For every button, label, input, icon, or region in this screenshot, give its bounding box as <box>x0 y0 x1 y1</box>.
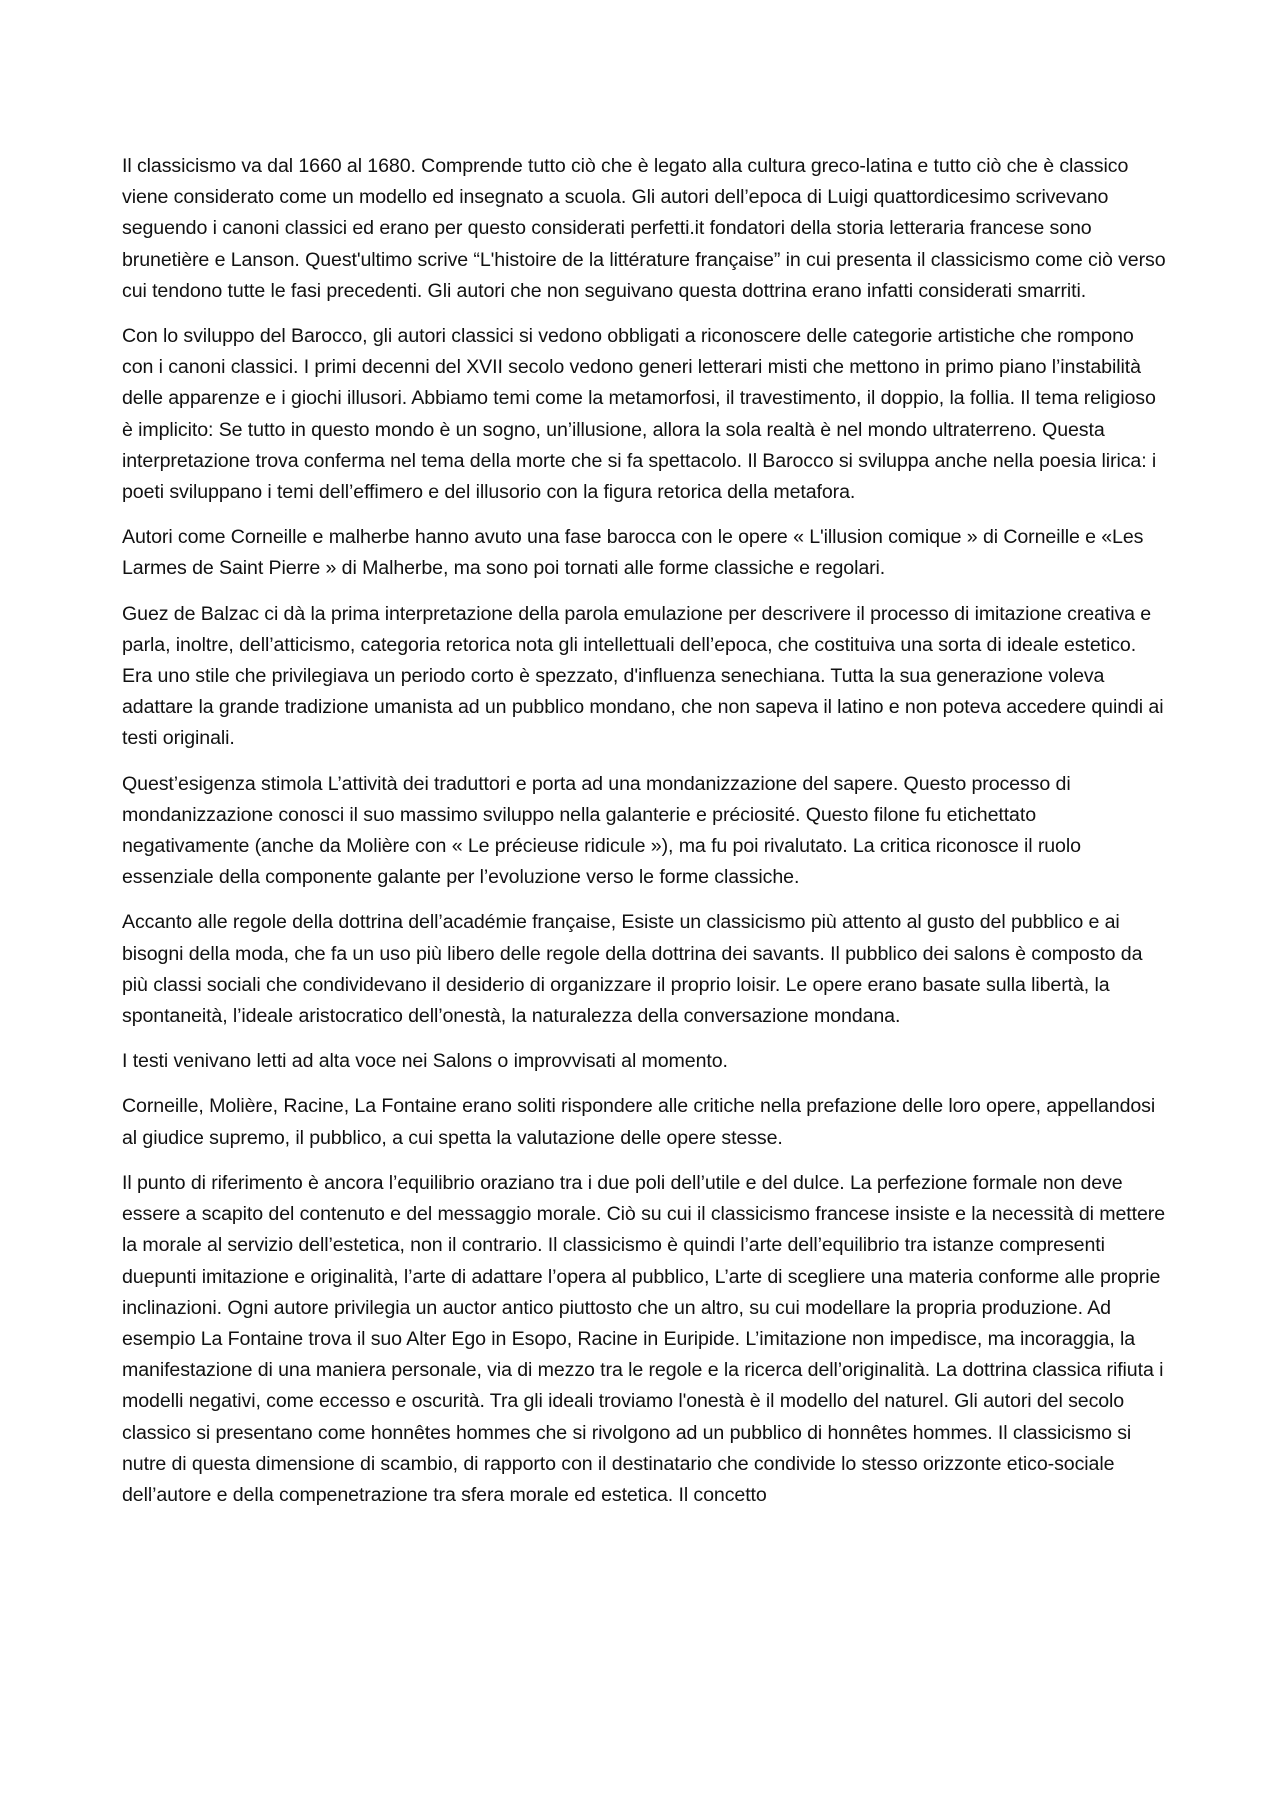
document-page <box>122 151 1167 1525</box>
paragraph-academie-francaise: Accanto alle regole della dottrina dell’académie française, Esiste un classicismo più attento al gusto del pubblico e ai bisogni della moda, che fa un uso più libero delle regole della dottrina dei savants. Il pubblico dei salons è composto da più classi sociali che condividevano il desiderio di organizzare il proprio loisir. Le opere erano basate sulla libertà, la spontaneità, l’ideale aristocratico dell’onestà, la naturalezza della conversazione mondana. <box>122 911 1143 1028</box>
paragraph-salons: I testi venivano letti ad alta voce nei Salons o improvvisati al momento. <box>122 1050 728 1073</box>
paragraph-barocco: Con lo sviluppo del Barocco, gli autori classici si vedono obbligati a riconoscere delle categorie artistiche che rompono con i canoni classici. I primi decenni del XVII secolo vedono generi letterari misti che mettono in primo piano l’instabilità delle apparenze e i giochi illusori. Abbiamo temi come la metamorfosi, il travestimento, il doppio, la follia. Il tema religioso è implicito: Se tutto in questo mondo è un sogno, un’illusione, allora la sola realtà è nel mondo ultraterreno. Questa interpretazione trova conferma nel tema della morte che si fa spettacolo. Il Barocco si sviluppa anche nella poesia lirica: i poeti sviluppano i temi dell’effimero e del illusorio con la figura retorica della metafora. <box>122 325 1157 504</box>
paragraph-classicismo-intro: Il classicismo va dal 1660 al 1680. Comprende tutto ciò che è legato alla cultura greco-latina e tutto ciò che è classico viene considerato come un modello ed insegnato a scuola. Gli autori dell’epoca di Luigi quattordicesimo scrivevano seguendo i canoni classici ed erano per questo considerati perfetti.it fondatori della storia letteraria francese sono brunetière e Lanson. Quest'ultimo scrive “L'histoire de la littérature française” in cui presenta il classicismo come ciò verso cui tendono tutte le fasi precedenti. Gli autori che non seguivano questa dottrina erano infatti considerati smarriti. <box>122 155 1166 302</box>
paragraph-mondanizzazione: Quest’esigenza stimola L’attività dei traduttori e porta ad una mondanizzazione del sapere. Questo processo di mondanizzazione conosci il suo massimo sviluppo nella galanterie e préciosité. Questo filone fu etichettato negativamente (anche da Molière con « Le précieuse ridicule »), ma fu poi rivalutato. La critica riconosce il ruolo essenziale della componente galante per l’evoluzione verso le forme classiche. <box>122 772 1081 889</box>
paragraph-corneille-malherbe: Autori come Corneille e malherbe hanno avuto una fase barocca con le opere « L'illusion comique » di Corneille e «Les Larmes de Saint Pierre » di Malherbe, ma sono poi tornati alle forme classiche e regolari. <box>122 526 1144 580</box>
paragraph-prefazioni: Corneille, Molière, Racine, La Fontaine erano soliti rispondere alle critiche nella prefazione delle loro opere, appellandosi al giudice supremo, il pubblico, a cui spetta la valutazione delle opere stesse. <box>122 1095 1156 1149</box>
paragraph-equilibrio-oraziano: Il punto di riferimento è ancora l’equilibrio oraziano tra i due poli dell’utile e del dulce. La perfezione formale non deve essere a scapito del contenuto e del messaggio morale. Ciò su cui il classicismo francese insiste e la necessità di mettere la morale al servizio dell’estetica, non il contrario. Il classicismo è quindi l’arte dell’equilibrio tra istanze compresenti duepunti imitazione e originalità, l’arte di adattare l’opera al pubblico, L’arte di scegliere una materia conforme alle proprie inclinazioni. Ogni autore privilegia un auctor antico piuttosto che un altro, su cui modellare la propria produzione. Ad esempio La Fontaine trova il suo Alter Ego in Esopo, Racine in Euripide. L’imitazione non impedisce, ma incoraggia, la manifestazione di una maniera personale, via di mezzo tra le regole e la ricerca dell’originalità. La dottrina classica rifiuta i modelli negativi, come eccesso e oscurità. Tra gli ideali troviamo l'onestà è il modello del naturel. Gli autori del secolo classico si presentano come honnêtes hommes che si rivolgono ad un pubblico di honnêtes hommes. Il classicismo si nutre di questa dimensione di scambio, di rapporto con il destinatario che condivide lo stesso orizzonte etico-sociale dell’autore e della compenetrazione tra sfera morale ed estetica. Il concetto <box>122 1171 1166 1506</box>
paragraph-guez-de-balzac: Guez de Balzac ci dà la prima interpretazione della parola emulazione per descrivere il processo di imitazione creativa e parla, inoltre, dell’atticismo, categoria retorica nota gli intellettuali dell’epoca, che costituiva una sorta di ideale estetico. Era uno stile che privilegiava un periodo corto è spezzato, d'influenza senechiana. Tutta la sua generazione voleva adattare la grande tradizione umanista ad un pubblico mondano, che non sapeva il latino e non poteva accedere quindi ai testi originali. <box>122 602 1164 750</box>
